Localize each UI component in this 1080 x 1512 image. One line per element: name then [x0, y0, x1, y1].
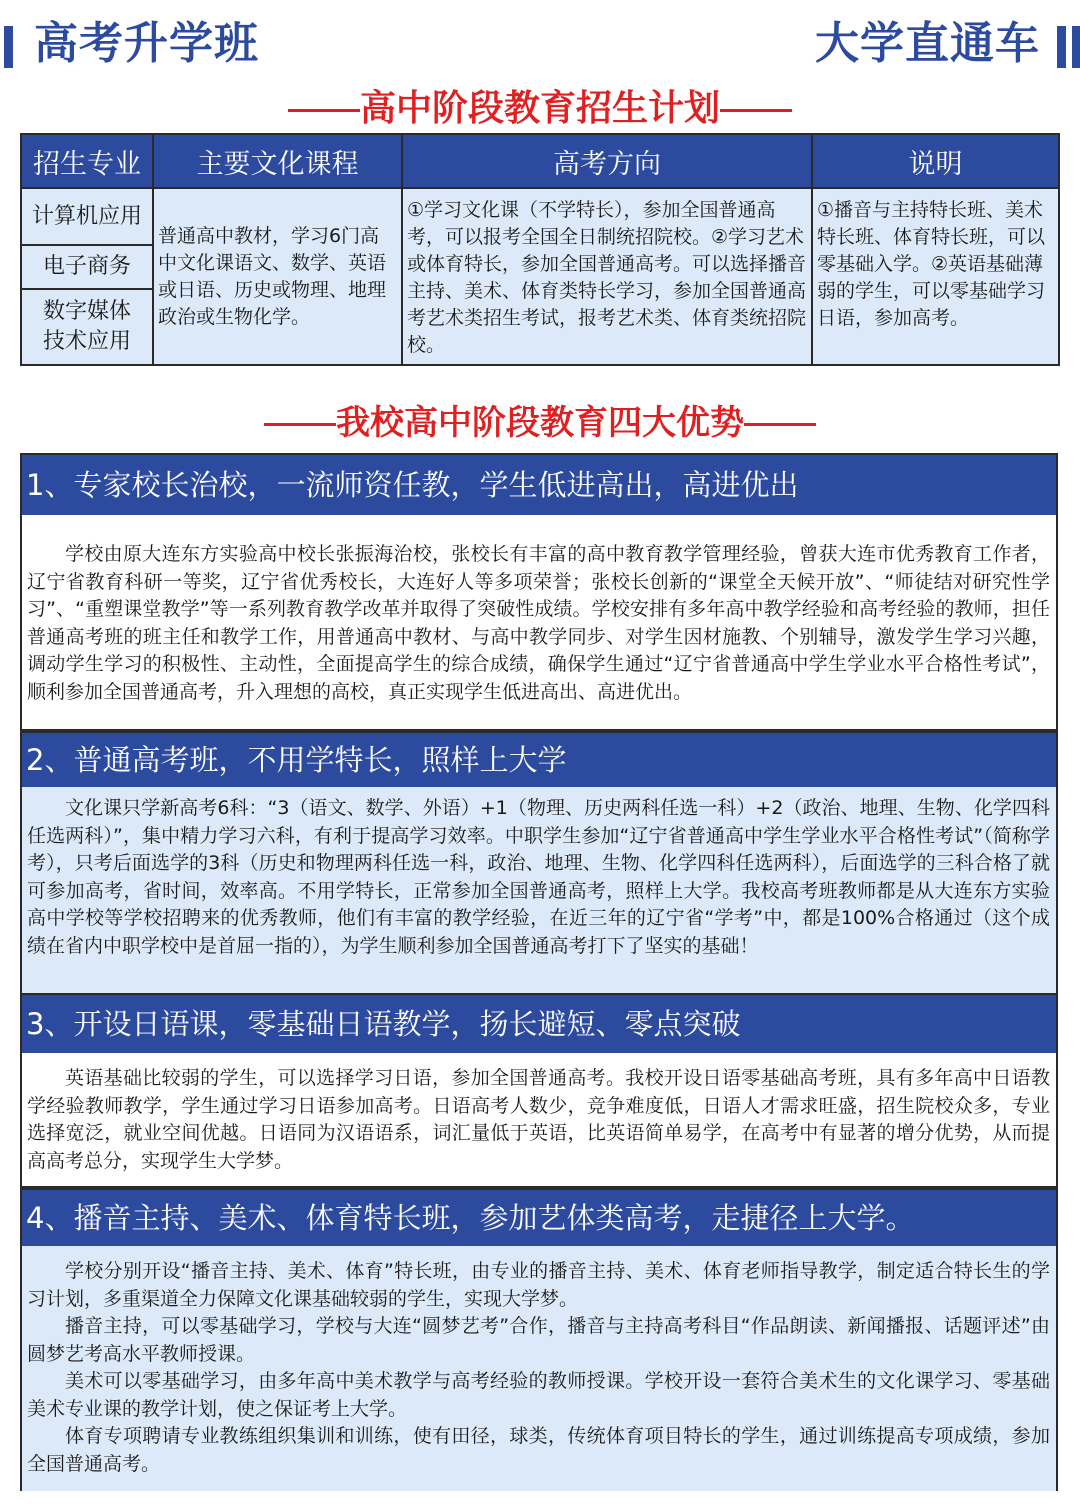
- advantages-title-text: 我校高中阶段教育四大优势: [336, 403, 744, 443]
- left-accent-bar: [4, 26, 13, 68]
- column-header-major: 招生专业: [21, 134, 153, 188]
- advantage-heading: 2、普通高考班，不用学特长，照样上大学: [22, 733, 1056, 787]
- advantage-paragraph: 播音主持，可以零基础学习，学校与大连“圆梦艺考”合作，播音与主持高考科目“作品朗读、新闻播报、话题评述”由圆梦艺考高水平教师授课。: [27, 1315, 1050, 1365]
- plan-section-title: [0, 84, 1080, 134]
- advantage-body: [22, 787, 1056, 995]
- title-dash-right: [720, 109, 792, 112]
- advantage-body: [22, 1053, 1056, 1175]
- advantage-paragraph: 学校由原大连东方实验高中校长张振海治校，张校长有丰富的高中教育教学管理经验，曾获大连市优秀教育工作者，辽宁省教育科研一等奖，辽宁省优秀校长，大连好人等多项荣誉；张校长创新的“课堂全天候开放”、“师徒结对研究性学习”、“重塑课堂教学”等一系列教育教学改革并取得了突破性成绩。学校安排有多年高中教学经验和高考经验的教师，担任普通高考班的班主任和教学工作，用普通高中教材、与高中教学同步、对学生因材施教、个别辅导，激发学生学习兴趣，调动学生学习的积极性、主动性，全面提高学生的综合成绩，确保学生通过“辽宁省普通高中学生学业水平合格性考试”，顺利参加全国普通高考，升入理想的高校，真正实现学生低进高出、高进优出。: [27, 543, 1050, 703]
- advantage-heading: 1、专家校长治校，一流师资任教，学生低进高出，高进优出: [22, 455, 1056, 515]
- column-header-direction: 高考方向: [402, 134, 812, 188]
- notes-cell: ①播音与主持特长班、美术特长班、体育特长班，可以零基础入学。②英语基础薄弱的学生，可以零基础学习日语，参加高考。: [812, 188, 1059, 365]
- major-cell: 电子商务: [21, 245, 153, 289]
- top-header: [0, 0, 1080, 80]
- right-accent-bar: [1057, 26, 1066, 68]
- advantages-section-title: [0, 398, 1080, 448]
- title-dash-right: [744, 423, 816, 426]
- advantage-card-4: [20, 1188, 1058, 1491]
- plan-title-text: 高中阶段教育招生计划: [359, 88, 720, 129]
- title-dash-left: [264, 423, 336, 426]
- title-dash-left: [288, 109, 360, 112]
- advantage-card-1: [20, 453, 1058, 731]
- advantage-body: [22, 1246, 1056, 1491]
- major-cell: 数字媒体 技术应用: [21, 289, 153, 365]
- major-cell: 计算机应用: [21, 188, 153, 245]
- left-brand-title: 高考升学班: [34, 18, 259, 69]
- advantage-paragraph: 英语基础比较弱的学生，可以选择学习日语，参加全国普通高考。我校开设日语零基础高考班，具有多年高中日语教学经验教师教学，学生通过学习日语参加高考。日语高考人数少，竞争难度低，日语人才需求旺盛，招生院校众多，专业选择宽泛，就业空间优越。日语同为汉语语系，词汇量低于英语，比英语简单易学，在高考中有显著的增分优势，从而提高高考总分，实现学生大学梦。: [27, 1067, 1050, 1172]
- enrollment-plan-table: [20, 133, 1060, 366]
- advantage-body: [22, 515, 1056, 706]
- courses-cell: 普通高中教材，学习6门高中文化课语文、数学、英语或日语、历史或物理、地理政治或生物化学。: [153, 188, 402, 365]
- right-brand-title: 大学直通车: [815, 18, 1040, 69]
- advantage-paragraph: 体育专项聘请专业教练组织集训和训练，使有田径，球类，传统体育项目特长的学生，通过训练提高专项成绩，参加全国普通高考。: [27, 1425, 1050, 1475]
- column-header-courses: 主要文化课程: [153, 134, 402, 188]
- column-header-notes: 说明: [812, 134, 1059, 188]
- advantage-card-2: [20, 731, 1058, 993]
- direction-cell: ①学习文化课（不学特长），参加全国普通高考，可以报考全国全日制统招院校。②学习艺术或体育特长，参加全国普通高考。可以选择播音主持、美术、体育类特长学习，参加全国普通高考艺术类招生考试，报考艺术类、体育类统招院校。: [402, 188, 812, 365]
- advantage-card-3: [20, 993, 1058, 1188]
- advantage-paragraph: 文化课只学新高考6科：“3（语文、数学、外语）+1（物理、历史两科任选一科）+2（政治、地理、生物、化学四科任选两科）”，集中精力学习六科，有利于提高学习效率。中职学生参加“辽宁省普通高中学生学业水平合格性考试”（简称学考），只考后面选学的3科（历史和物理两科任选一科，政治、地理、生物、化学四科任选两科），后面选学的三科合格了就可参加高考，省时间，效率高。不用学特长，正常参加全国普通高考，照样上大学。我校高考班教师都是从大连东方实验高中学校等学校招聘来的优秀教师，他们有丰富的教学经验，在近三年的辽宁省“学考”中，都是100%合格通过（这个成绩在省内中职学校中是首屈一指的），为学生顺利参加全国普通高考打下了坚实的基础！: [27, 797, 1050, 957]
- advantage-paragraph: 美术可以零基础学习，由多年高中美术教学与高考经验的教师授课。学校开设一套符合美术生的文化课学习、零基础美术专业课的教学计划，使之保证考上大学。: [27, 1370, 1050, 1420]
- advantage-heading: 4、播音主持、美术、体育特长班，参加艺体类高考，走捷径上大学。: [22, 1190, 1056, 1246]
- advantage-heading: 3、开设日语课，零基础日语教学，扬长避短、零点突破: [22, 995, 1056, 1053]
- right-accent-bar-2: [1072, 26, 1080, 68]
- advantage-paragraph: 学校分别开设“播音主持、美术、体育”特长班，由专业的播音主持、美术、体育老师指导教学，制定适合特长生的学习计划，多重渠道全力保障文化课基础较弱的学生，实现大学梦。: [27, 1260, 1050, 1310]
